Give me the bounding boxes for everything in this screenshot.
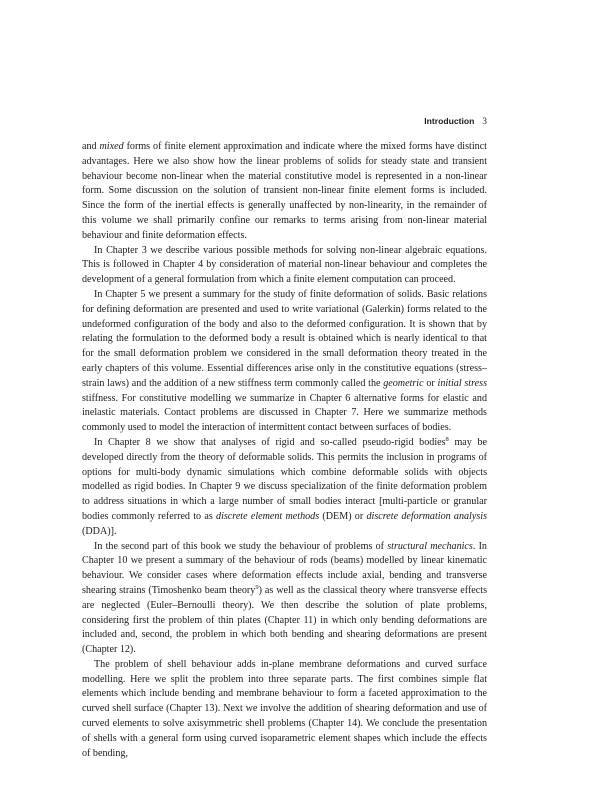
paragraph	[82, 658, 487, 762]
text-run: . In Chapter 10 we present a summary of the behaviour of rods (beams) modelled by linear kinematic behaviour. We consider cases where deformation effects include axial, bending and transverse shearing strains (Timoshenko beam theory	[82, 540, 487, 596]
emphasis: discrete deformation analysis	[366, 510, 488, 522]
emphasis: initial stress	[437, 377, 487, 389]
text-run: (DEM) or	[319, 510, 367, 522]
text-run: may be developed directly from the theory of deformable solids. This permits the inclusion in programs of options for multi-body dynamic simulations which combine deformable solids with objects modelled as rigid bodies. In Chapter 9 we discuss specialization of the finite deformation problem to address situations in which a large number of small bodies interact [multi-particle or granular bodies commonly referred to as	[82, 436, 488, 522]
footnote-ref: 8	[445, 435, 449, 443]
paragraph	[82, 140, 487, 244]
text-run: or	[423, 377, 438, 389]
paragraph	[82, 540, 487, 658]
text-run: stiffness. For constitutive modelling we summarize in Chapter 6 alternative forms for elastic and inelastic materials. Contact problems are discussed in Chapter 7. Here we summarize methods commonly used to model the interaction of intermittent contact between surfaces of bodies.	[82, 392, 487, 434]
emphasis: mixed	[99, 141, 124, 152]
paragraph	[82, 436, 487, 540]
page-number: 3	[482, 116, 487, 126]
text-run: In Chapter 8 we show that analyses of rigid and so-called pseudo-rigid bodies	[94, 436, 446, 448]
text-run: In the second part of this book we study the behaviour of problems of	[94, 540, 388, 552]
text-run: (DDA)].	[82, 525, 117, 537]
emphasis: discrete element methods	[216, 510, 320, 522]
running-header	[82, 115, 487, 127]
text-run: The problem of shell behaviour adds in-plane membrane deformations and curved surface modelling. Here we split the problem into three separate parts. The first combines simple flat elements which include bending and membrane behaviour to form a faceted approximation to the curved shell surface (Chapter 13). Next we involve the addition of shearing deformation and use of curved elements to solve axisymmetric shell problems (Chapter 14). We conclude the presentation of shells with a general form using curved isoparametric element shapes which include the effects of bending,	[82, 658, 487, 759]
text-run: In Chapter 5 we present a summary for the study of finite deformation of solids. Basic relations for defining deformation are presented and used to write variational (Galerkin) forms related to the undeformed configuration of the body and also to the deformed configuration. It is shown that by relating the formulation to the deformed body a result is obtained which is nearly identical to that for the small deformation problem we considered in the small deformation theory treated in the early chapters of this volume. Essential differences arise only in the constitutive equations (stress–strain laws) and the addition of a new stiffness term commonly called the	[82, 288, 487, 389]
emphasis: geometric	[383, 377, 424, 389]
section-title: Introduction	[424, 116, 475, 126]
text-run: forms of finite element approximation and indicate where the mixed forms have distinct advantages. Here we also show how the linear problems of solids for steady state and transient behaviour become non-linear when the material constitutive model is represented in a non-linear form. Some discussion on the solution of transient non-linear finite element forms is included. Since the form of the inertial effects is generally unaffected by non-linearity, in the remainder of this volume we shall primarily confine our remarks to terms arising from non-linear material behaviour and finite deformation effects.	[82, 141, 487, 241]
paragraph	[82, 288, 487, 436]
paragraph	[82, 244, 487, 288]
text-run: In Chapter 3 we describe various possible methods for solving non-linear algebraic equations. This is followed in Chapter 4 by consideration of material non-linear behaviour and completes the development of a general formulation from which a finite element computation can proceed.	[82, 244, 487, 286]
emphasis: structural mechanics	[387, 540, 473, 552]
text-run: ) as well as the classical theory where transverse effects are neglected (Euler–Bernoulli theory). We then describe the solution of plate problems, considering first the problem of thin plates (Chapter 11) in which only bending deformations are included and, second, the problem in which both bending and shearing deformations are present (Chapter 12).	[82, 584, 487, 656]
body-text	[82, 140, 487, 761]
footnote-ref: 9	[255, 583, 259, 591]
text-run: and	[82, 141, 100, 152]
